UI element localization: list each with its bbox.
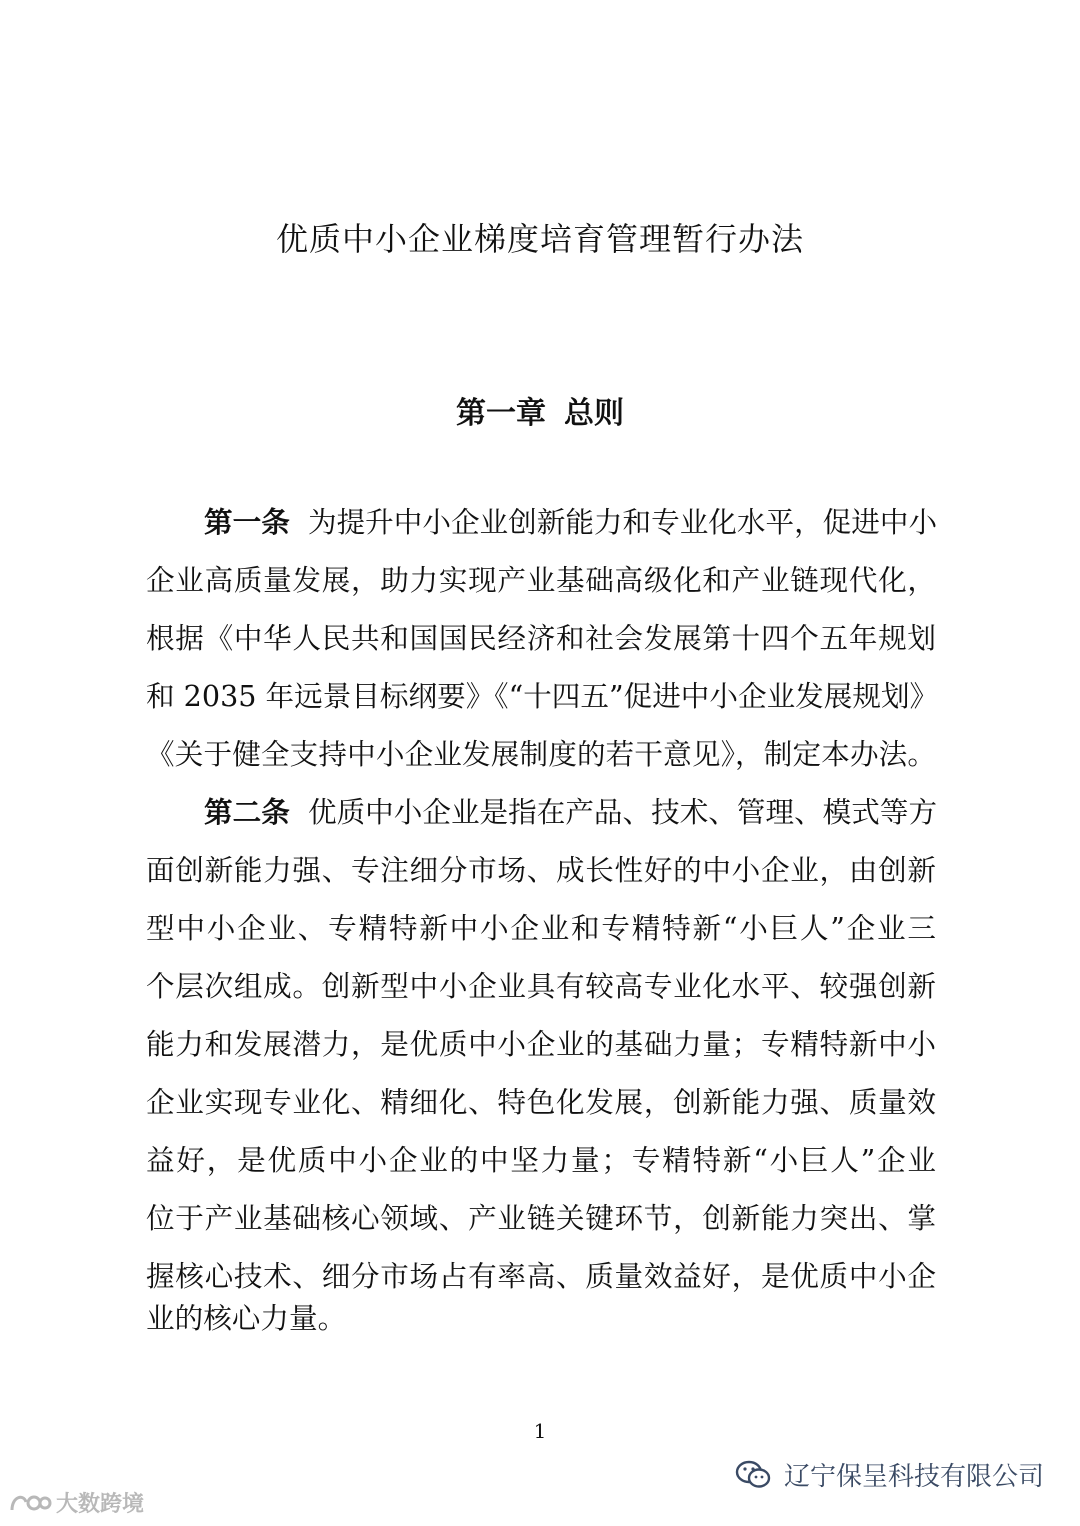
article-line: 和 2035 年远景目标纲要》《“十四五”促进中小企业发展规划》 xyxy=(146,679,939,713)
article-line: 企业实现专业化、精细化、特色化发展，创新能力强、质量效 xyxy=(146,1085,936,1119)
article-line: 《关于健全支持中小企业发展制度的若干意见》，制定本办法。 xyxy=(146,737,936,771)
wechat-account-name: 辽宁保呈科技有限公司 xyxy=(783,1462,1044,1492)
article-line: 根据《中华人民共和国国民经济和社会发展第十四个五年规划 xyxy=(146,621,936,655)
article-line: 位于产业基础核心领域、产业链关键环节，创新能力突出、掌 xyxy=(146,1201,936,1235)
document-title: 优质中小企业梯度培育管理暂行办法 xyxy=(275,220,804,258)
page-number: 1 xyxy=(533,1419,547,1443)
chapter-number: 第一章 xyxy=(456,396,546,431)
site-logo-icon xyxy=(8,1490,52,1516)
article-line: 个层次组成。创新型中小企业具有较高专业化水平、较强创新 xyxy=(146,969,936,1003)
chapter-name: 总则 xyxy=(564,396,624,431)
article-line: 能力和发展潜力，是优质中小企业的基础力量；专精特新中小 xyxy=(146,1027,936,1061)
site-watermark-text: 大数跨境 xyxy=(56,1492,145,1517)
article-label: 第一条 xyxy=(204,505,290,539)
article-line: 业的核心力量。 xyxy=(146,1301,347,1335)
site-watermark xyxy=(8,1487,144,1518)
article-line: 面创新能力强、专注细分市场、成长性好的中小企业，由创新 xyxy=(146,853,936,887)
article-line: 第二条 优质中小企业是指在产品、技术、管理、模式等方 xyxy=(204,795,938,829)
article-label: 第二条 xyxy=(204,795,290,829)
article-line: 第一条 为提升中小企业创新能力和专业化水平，促进中小 xyxy=(204,505,938,539)
wechat-icon xyxy=(734,1459,772,1491)
wechat-watermark xyxy=(734,1456,1044,1493)
article-line: 型中小企业、专精特新中小企业和专精特新“小巨人”企业三 xyxy=(146,911,936,945)
article-line: 握核心技术、细分市场占有率高、质量效益好，是优质中小企 xyxy=(146,1259,936,1293)
article-line: 企业高质量发展，助力实现产业基础高级化和产业链现代化， xyxy=(146,563,936,597)
chapter-heading xyxy=(0,388,1080,432)
article-line: 益好，是优质中小企业的中坚力量；专精特新“小巨人”企业 xyxy=(146,1143,936,1177)
